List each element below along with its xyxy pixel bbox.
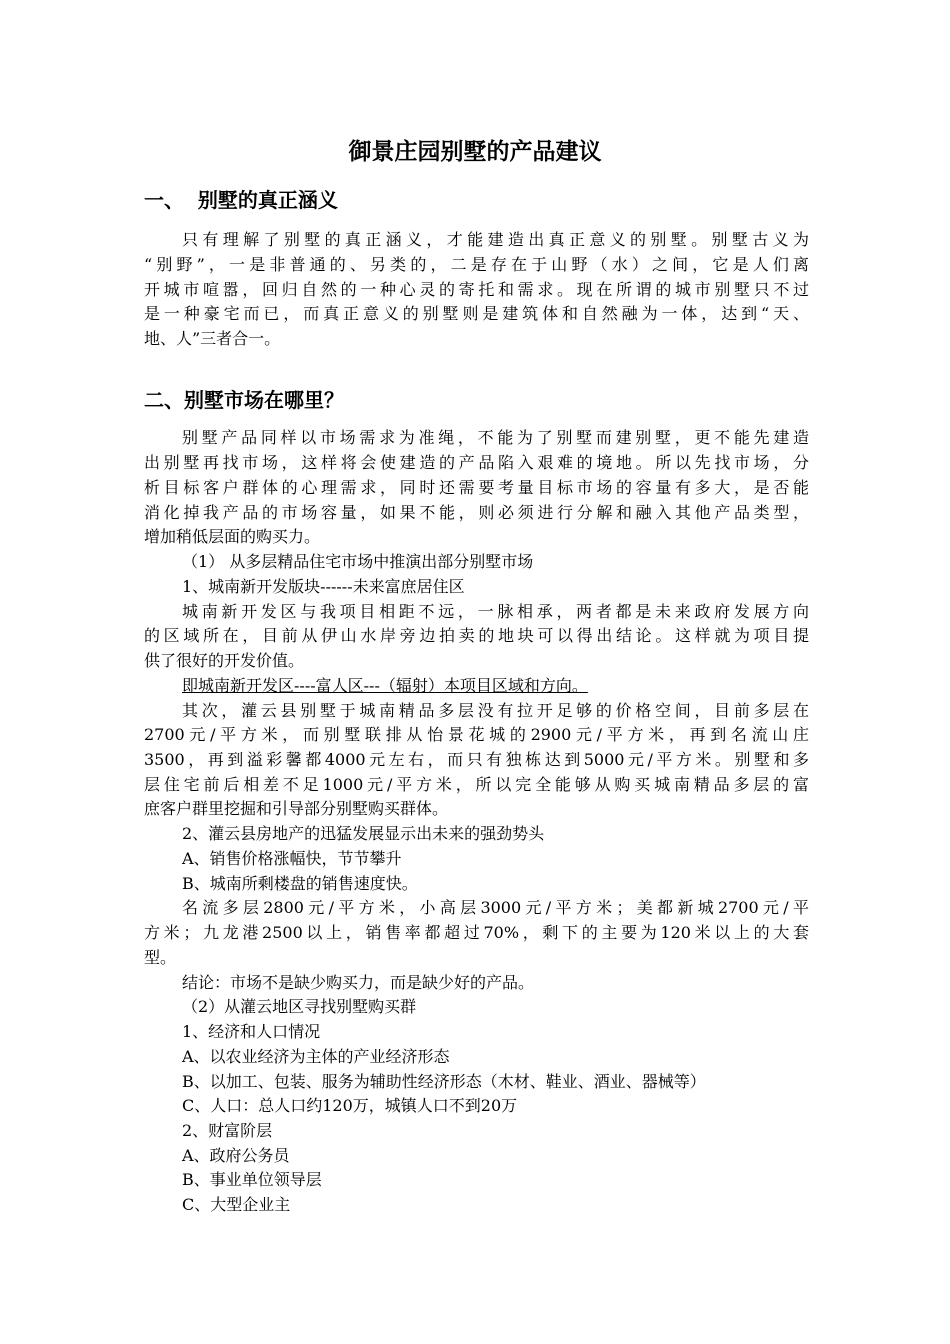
paragraph-line: 其次，灌云县别墅于城南精品多层没有拉开足够的价格空间，目前多层在 bbox=[182, 701, 809, 720]
paragraph-line: 庶客户群里挖掘和引导部分别墅购买群体。 bbox=[144, 799, 449, 818]
section-1-heading: 一、 别墅的真正涵义 bbox=[144, 188, 338, 212]
list-item: 2、灌云县房地产的迅猛发展显示出未来的强劲势头 bbox=[182, 824, 545, 843]
list-item: 1、城南新开发版块------未来富庶居住区 bbox=[182, 577, 465, 596]
paragraph-line: 地、人”三者合一。 bbox=[144, 329, 281, 348]
paragraph-line: 增加稍低层面的购买力。 bbox=[144, 527, 321, 546]
list-item: A、政府公务员 bbox=[182, 1146, 290, 1165]
conclusion-line: 结论：市场不是缺少购买力，而是缺少好的产品。 bbox=[182, 973, 535, 992]
list-item: 1、经济和人口情况 bbox=[182, 1022, 321, 1041]
paragraph-line: 层住宅前后相差不足1000元/平方米，所以完全能够从购买城南精品多层的富 bbox=[144, 775, 809, 794]
list-item: B、事业单位领导层 bbox=[182, 1170, 322, 1189]
list-item: C、大型企业主 bbox=[182, 1195, 291, 1214]
subsection-heading: （1） 从多层精品住宅市场中推演出部分别墅市场 bbox=[182, 552, 534, 571]
paragraph-line: 是一种豪宅而已，而真正意义的别墅则是建筑体和自然融为一体，达到“天、 bbox=[144, 304, 809, 323]
document-title: 御景庄园别墅的产品建议 bbox=[348, 139, 602, 165]
list-item: C、人口：总人口约120万，城镇人口不到20万 bbox=[182, 1096, 518, 1115]
paragraph-line: 城南新开发区与我项目相距不远，一脉相承，两者都是未来政府发展方向 bbox=[182, 602, 809, 621]
paragraph-line: 供了很好的开发价值。 bbox=[144, 651, 305, 670]
paragraph-line: 出别墅再找市场，这样将会使建造的产品陷入艰难的境地。所以先找市场，分 bbox=[144, 453, 809, 472]
paragraph-line: 3500，再到溢彩馨都4000元左右，而只有独栋达到5000元/平方米。别墅和多 bbox=[144, 750, 809, 769]
paragraph-line: 的区域所在，目前从伊山水岸旁边拍卖的地块可以得出结论。这样就为项目提 bbox=[144, 626, 809, 645]
paragraph-line: 只有理解了别墅的真正涵义，才能建造出真正意义的别墅。别墅古义为 bbox=[182, 230, 809, 249]
list-item: A、以农业经济为主体的产业经济形态 bbox=[182, 1047, 450, 1066]
underlined-note: 即城南新开发区----富人区---（辐射）本项目区域和方向。 bbox=[182, 676, 588, 695]
paragraph-line: 开城市喧嚣，回归自然的一种心灵的寄托和需求。现在所谓的城市别墅只不过 bbox=[144, 280, 809, 299]
paragraph-line: 型。 bbox=[144, 948, 177, 967]
list-item: 2、财富阶层 bbox=[182, 1121, 273, 1140]
paragraph-line: “别野”，一是非普通的、另类的，二是存在于山野（水）之间，它是人们离 bbox=[144, 255, 809, 274]
subsection-heading: （2）从灌云地区寻找别墅购买群 bbox=[182, 997, 417, 1016]
paragraph-line: 别墅产品同样以市场需求为准绳，不能为了别墅而建别墅，更不能先建造 bbox=[182, 428, 809, 447]
list-item: B、以加工、包装、服务为辅助性经济形态（木材、鞋业、酒业、器械等） bbox=[182, 1072, 706, 1091]
paragraph-line: 析目标客户群体的心理需求，同时还需要考量目标市场的容量有多大，是否能 bbox=[144, 478, 809, 497]
paragraph-line: 方米；九龙港2500以上，销售率都超过70%，剩下的主要为120米以上的大套 bbox=[144, 923, 809, 942]
list-item: B、城南所剩楼盘的销售速度快。 bbox=[182, 874, 418, 893]
section-2-heading: 二、别墅市场在哪里？ bbox=[144, 388, 344, 412]
paragraph-line: 名流多层2800元/平方米，小高层3000元/平方米；美都新城2700元/平 bbox=[182, 898, 809, 917]
list-item: A、销售价格涨幅快，节节攀升 bbox=[182, 849, 402, 868]
paragraph-line: 2700元/平方米，而别墅联排从怡景花城的2900元/平方米，再到名流山庄 bbox=[144, 725, 809, 744]
paragraph-line: 消化掉我产品的市场容量，如果不能，则必须进行分解和融入其他产品类型， bbox=[144, 503, 809, 522]
